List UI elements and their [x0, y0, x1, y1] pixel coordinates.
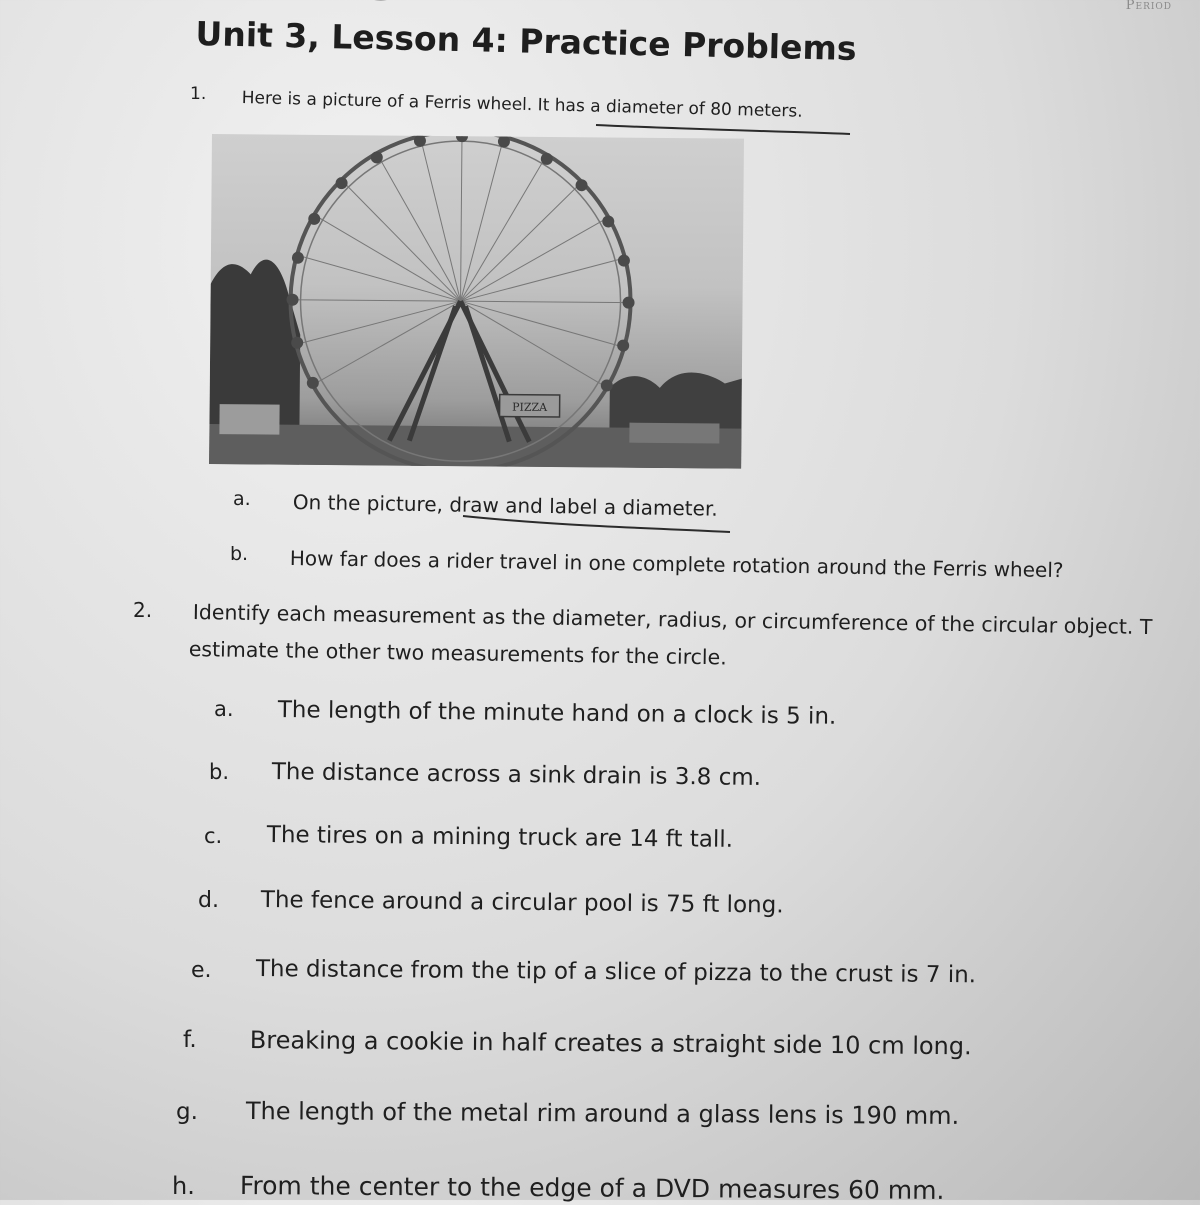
question-2c-text: The tires on a mining truck are 14 ft tall. [266, 822, 734, 853]
question-2-number: 2. [133, 598, 153, 622]
question-2e-label: e. [191, 958, 212, 983]
period-label: Period [1125, 0, 1172, 13]
question-2d-text: The fence around a circular pool is 75 ft long. [260, 887, 784, 919]
question-1b-text: How far does a rider travel in one complete rotation around the Ferris wheel? [289, 546, 1064, 583]
question-2g-text: The length of the metal rim around a glass lens is 190 mm. [245, 1097, 960, 1130]
question-1a-text: On the picture, draw and label a diameter. [292, 490, 718, 521]
question-2h-label: h. [172, 1172, 195, 1200]
question-1a-label: a. [233, 488, 251, 510]
handwritten-name-scribble [330, 0, 550, 10]
question-2d-label: d. [198, 888, 219, 913]
question-1-number: 1. [190, 84, 207, 104]
question-2b-text: The distance across a sink drain is 3.8 cm. [271, 759, 762, 791]
question-2a-text: The length of the minute hand on a clock is 5 in. [277, 697, 837, 730]
question-2g-label: g. [176, 1099, 198, 1125]
ferris-wheel-illustration [209, 134, 744, 469]
question-2b-label: b. [209, 760, 230, 784]
question-2e-text: The distance from the tip of a slice of pizza to the crust is 7 in. [255, 956, 977, 989]
question-1-text: Here is a picture of a Ferris wheel. It has a diameter of 80 meters. [241, 88, 803, 122]
question-2a-label: a. [214, 697, 234, 721]
ferris-wheel-photo [209, 134, 744, 469]
question-2-instructions-line-1: Identify each measurement as the diameter, radius, or circumference of the circular object. T [192, 600, 1153, 640]
question-2-instructions-line-2: estimate the other two measurements for the circle. [188, 637, 727, 670]
page-title: Unit 3, Lesson 4: Practice Problems [195, 14, 857, 68]
question-2f-text: Breaking a cookie in half creates a straight side 10 cm long. [249, 1026, 972, 1061]
question-1b-label: b. [230, 543, 249, 565]
pizza-sign-text: PIZZA [512, 400, 548, 414]
question-2h-text: From the center to the edge of a DVD measures 60 mm. [239, 1171, 945, 1205]
question-2f-label: f. [183, 1027, 197, 1053]
question-2c-label: c. [204, 824, 223, 848]
